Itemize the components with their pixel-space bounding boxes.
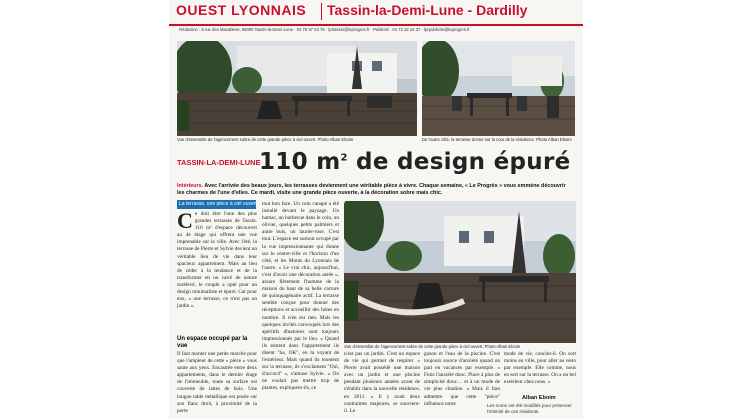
subheading: Un espace occupé par la vue [177, 336, 248, 349]
dropcap: C [177, 211, 193, 233]
author-signature: Alban Eboim [522, 395, 556, 401]
article-column-4: gazon et l'eau de la piscine. C'est toujours source d'anxiété quand on part en vacances par exemple. » Finis l'anxiété donc. Place à plus de simplicité donc… et à un mode de vie plus citadine. « Mais il faut admettre que cette "pièce" influence notre [424, 351, 500, 407]
masthead-divider [321, 3, 322, 20]
intro-tag: Intérieurs. [177, 183, 204, 189]
kicker: TASSIN-LA-DEMI-LUNE [177, 158, 261, 167]
terrace-photo-1 [177, 41, 417, 136]
headline-rest: de design épuré [347, 149, 571, 175]
article-column-3: n'est pas un jardin. C'est un espace de vie qui permet de respirer. » Pierre avait possédé une maison avec un jardin et une piscine pendant plusieurs années avant de s'établir dans la nouvelle résidence, en 2011. « Il y avait deux contraintes majeures, se souvient-il. Le [344, 351, 420, 414]
terrace-photo-3 [344, 201, 576, 343]
article-column-2: tout bon face. Un coin canapé a été installé devant le paysage. Un hamac, un barbecue dans le coin, un olivier, quelques petits palmiers et autre buis, un laurier-rose. C'est tout. L'espace est surtout occupé par la vue impressionnante qui donne sur le centre-ville et l'horizon d'un côté, et les Monts du Lyonnais de l'autre. « Le vrai chic, aujourd'hui, c'est d'avoir une décoration aérée », assure fièrement l'homme de la maison du haut de sa belle carrure de quinquagénaire actif. La terrasse semble conçue pour donner des réceptions et accueillir des hôtes en nombre. Il n'en est rien. Mais les quelques invités convoqués lors des apéritifs dînatoires sont toujours impressionnés par le lieu. « Quand ils entrent dans l'appartement ils disent "ha, OK", en la voyant de l'extérieur. Mais quand ils montent sur la terrasse, ils s'exclament "Oui, d'accord" », s'amuse Sylvie. « On ne voulait pas mettre trop de plantes, expliquent-ils, ce [262, 201, 339, 392]
masthead-rule [169, 24, 583, 26]
name-disclaimer: Les noms ont été modifiés pour préserver l'intimité de ces résidents. [487, 403, 572, 414]
article-column-1b: Il faut monter une petite marche pour que l'ampleur de cette « pièce » vous saute aux yeux. Encastrée entre deux appartements, dans le dernier étage de l'immeuble, toute sa surface est couverte de lattes de bois. Une longue table métallique est posée sur son flanc droit, à proximité de la porte [177, 351, 257, 414]
terrace-photo-2 [422, 41, 575, 136]
contact-line: Rédaction : 9 rue des Macabiere, 69000 Tassin-la-Demi-Lune · 04 78 97 03 76 · lprtassin@leprogres.fr · Publicité : 04 72 22 24 37 · lprpublicite@leprogres.fr [179, 27, 470, 32]
article-column-5: mode de vie, conclut-il. On sort moins en ville, pour aller au resto par exemple. Elle comme, nous en sert sur la terrasse. On a un bel extérieur chez nous. » [504, 351, 576, 386]
caption-photo-2: De l'autre côté, la terrasse donne sur la cour de la résidence. Photo Alban Eboim [422, 137, 572, 142]
intro-text: Avec l'arrivée des beaux jours, les terrasses deviennent une véritable pièce à vivre. Chaque semaine, « Le Progrès » vous emmène découvrir les charmes de l'une d'elles. Ce mardi, visite une grande pièce ouverte, à la décoration sobre mais chic. [177, 183, 566, 197]
newspaper-page [169, 0, 583, 419]
section-tag: La terrasse, une pièce à ciel ouvert [179, 201, 257, 207]
intro-paragraph [177, 183, 573, 197]
masthead-edition: OUEST LYONNAIS [176, 2, 307, 18]
masthead [169, 0, 583, 24]
caption-photo-1: Vue d'ensemble de l'agencement sobre de cette grande pièce à ciel ouvert. Photo Alban Eboim [177, 137, 354, 142]
headline-sup: 2 [340, 152, 348, 164]
masthead-towns: Tassin-la-Demi-Lune - Dardilly [327, 2, 528, 18]
caption-photo-3: Vue d'ensemble de l'agencement sobre de cette grande pièce à ciel ouvert. Photo Alban Eboim [344, 344, 521, 349]
column-1-text: e doit être l'une des plus grandes terrasses de Tassin. 110 m² d'espace découvert au 4e étage qui offrent une vue imprenable sur la ville. Avec l'été, la terrasse de Pierre et Sylvie devient un véritable lieu de vie dans leur spacieux appartement. Mais au lieu de céder à la tendance et de la transformer en un carré de nature surélevé, le couple a opté pour un design minimaliste et épuré. Car pour eux, « une terrasse, ce n'est pas un jardin ». [177, 211, 257, 310]
headline-main: 110 m [259, 149, 341, 175]
headline [259, 149, 571, 175]
article-column-1 [177, 211, 257, 335]
